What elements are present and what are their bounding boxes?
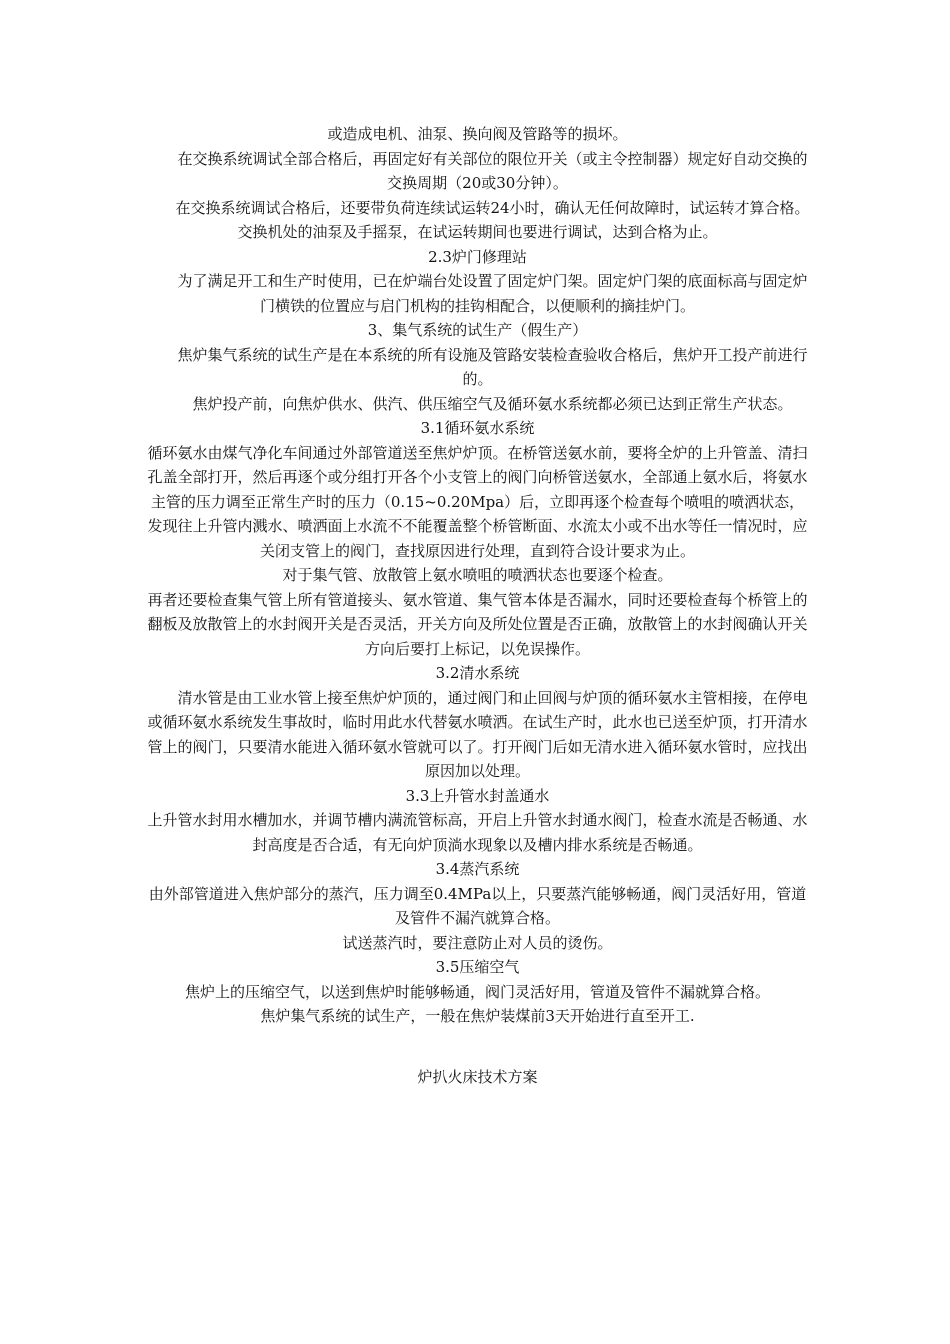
paragraph-clean-water: 清水管是由工业水管上接至焦炉炉顶的，通过阀门和止回阀与炉顶的循环氨水主管相接，在停电或循环氨水系统发生事故时，临时用此水代替氨水喷洒。在试生产时，此水也已送至炉顶，打开清水管上的阀门，只要清水能进入循环氨水管就可以了。打开阀门后如无清水进入循环氨水管时，应找出原因加以处理。 [147, 688, 808, 780]
paragraph-continuation: 或造成电机、油泵、换向阀及管路等的损坏。 [327, 125, 628, 143]
section-heading-3-2: 3.2清水系统 [435, 664, 520, 682]
paragraph-steam: 由外部管道进入焦炉部分的蒸汽，压力调至0.4MPa以上，只要蒸汽能够畅通，阀门灵活好用，管道及管件不漏汽就算合格。 [148, 884, 807, 927]
paragraph-spray-check: 对于集气管、放散管上氨水喷咀的喷洒状态也要逐个检查。 [282, 566, 673, 584]
section-heading-3-5: 3.5压缩空气 [435, 958, 520, 976]
paragraph-trial-run: 在交换系统调试合格后，还要带负荷连续试运转24小时，确认无任何故障时，试运转才算合格。 [175, 198, 810, 217]
paragraph-trial-production: 焦炉集气系统的试生产是在本系统的所有设施及管路安装检查验收合格后，焦炉开工投产前进行的。 [177, 345, 808, 388]
paragraph-switch-cycle: 在交换系统调试全部合格后，再固定好有关部位的限位开关（或主令控制器）规定好自动交换的交换周期（20或30分钟）。 [177, 149, 808, 192]
section-heading-3-4: 3.4蒸汽系统 [435, 860, 520, 878]
paragraph-ammonia-water: 循环氨水由煤气净化车间通过外部管道送至焦炉炉顶。在桥管送氨水前，要将全炉的上升管盖、清扫孔盖全部打开，然后再逐个或分组打开各个小支管上的阀门向桥管送氨水，全部通上氨水后，将氨水主管的压力调至正常生产时的压力（0.15~0.20Mpa）后，立即再逐个检查每个喷咀的喷洒状态，发现往上升管内溅水、喷洒面上水流不不能覆盖整个桥管断面、水流太小或不出水等任一情况时，应关闭支管上的阀门，查找原因进行处理，直到符合设计要求为止。 [147, 443, 808, 560]
next-document-title: 炉扒火床技术方案 [417, 1067, 538, 1086]
paragraph-water-seal: 上升管水封用水槽加水，并调节槽内满流管标高，开启上升管水封通水阀门，检查水流是否畅通、水封高度是否合适，有无向炉顶淌水现象以及槽内排水系统是否畅通。 [147, 811, 808, 854]
paragraph-leak-check: 再者还要检查集气管上所有管道接头、氨水管道、集气管本体是否漏水，同时还要检查每个桥管上的翻板及放散管上的水封阀开关是否灵活，开关方向及所处位置是否正确，放散管上的水封阀确认开关方向后要打上标记，以免误操作。 [147, 590, 808, 658]
paragraph-steam-safety: 试送蒸汽时，要注意防止对人员的烫伤。 [342, 933, 613, 952]
section-heading-3-3: 3.3上升管水封盖通水 [405, 786, 550, 805]
paragraph-oil-pump: 交换机处的油泵及手摇泵，在试运转期间也要进行调试，达到合格为止。 [237, 223, 718, 241]
paragraph-trial-schedule: 焦炉集气系统的试生产，一般在焦炉装煤前3天开始进行直至开工. [260, 1007, 695, 1025]
section-heading-3: 3、集气系统的试生产（假生产） [367, 321, 588, 339]
document-body [145, 122, 810, 1089]
paragraph-compressed-air: 焦炉上的压缩空气，以送到焦炉时能够畅通，阀门灵活好用，管道及管件不漏就算合格。 [184, 982, 770, 1001]
paragraph-before-production: 焦炉投产前，向焦炉供水、供汽、供压缩空气及循环氨水系统都必须已达到正常生产状态。 [192, 394, 793, 413]
paragraph-door-stand: 为了满足开工和生产时使用，已在炉端台处设置了固定炉门架。固定炉门架的底面标高与固定炉门横铁的位置应与启门机构的挂钩相配合，以便顺利的摘挂炉门。 [177, 272, 808, 315]
section-heading-3-1: 3.1循环氨水系统 [420, 419, 535, 437]
section-heading-2-3: 2.3炉门修理站 [428, 247, 527, 266]
